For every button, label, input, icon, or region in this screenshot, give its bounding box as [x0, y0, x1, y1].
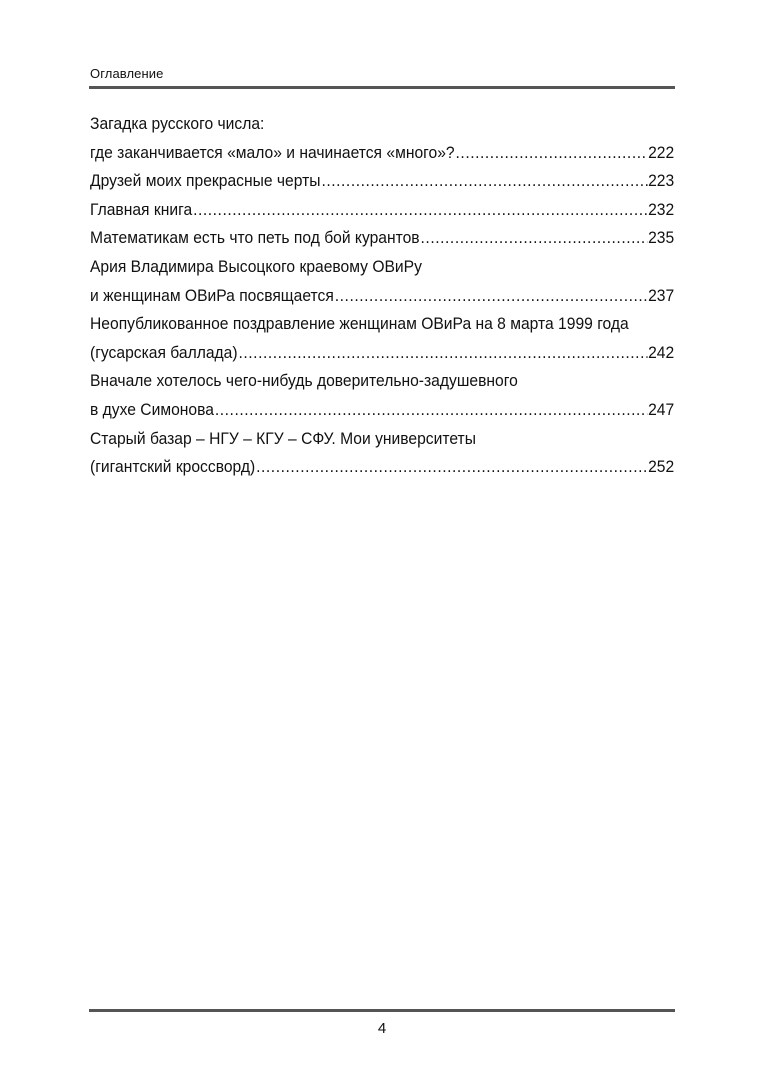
toc-page-number: 235 — [648, 228, 675, 248]
dot-leader — [193, 196, 647, 225]
toc-entry[interactable] — [90, 396, 674, 425]
toc-page-number: 242 — [648, 342, 675, 362]
toc-page-number: 237 — [648, 285, 675, 305]
toc-entry[interactable] — [90, 167, 674, 196]
toc-entry-title-line: Старый базар – НГУ – КГУ – СФУ. Мои университеты — [90, 428, 476, 448]
toc-entry-title: Математикам есть что петь под бой курантов — [90, 228, 420, 248]
toc-page-number: 247 — [648, 399, 675, 419]
toc-entry[interactable] — [90, 453, 674, 482]
toc-page-number: 232 — [648, 199, 675, 219]
page-number: 4 — [377, 1020, 387, 1037]
toc-entry-title: Друзей моих прекрасные черты — [90, 171, 321, 191]
dot-leader — [256, 453, 647, 482]
toc-entry-title: где заканчивается «мало» и начинается «много»? — [90, 142, 455, 162]
dot-leader — [335, 282, 647, 311]
dot-leader — [421, 224, 648, 253]
toc-entry-title: в духе Симонова — [90, 399, 214, 419]
toc-page-number: 222 — [648, 142, 675, 162]
running-header: Оглавление — [90, 66, 164, 81]
toc-entry-title: Главная книга — [90, 199, 193, 219]
toc-entry[interactable] — [90, 282, 674, 311]
table-of-contents — [90, 110, 675, 482]
dot-leader — [456, 139, 648, 168]
toc-entry-title-line: Неопубликованное поздравление женщинам ОВиРа на 8 марта 1999 года — [90, 314, 629, 334]
toc-entry-title-line: Вначале хотелось чего-нибудь доверительно-задушевного — [90, 371, 518, 391]
toc-entry-title: (гусарская баллада) — [90, 342, 238, 362]
toc-page-number: 223 — [648, 171, 675, 191]
dot-leader — [238, 339, 647, 368]
dot-leader — [321, 167, 647, 196]
dot-leader — [215, 396, 647, 425]
toc-entry-title-line: Ария Владимира Высоцкого краевому ОВиРу — [90, 256, 422, 276]
toc-entry[interactable] — [90, 196, 674, 225]
toc-page-number: 252 — [648, 457, 675, 477]
toc-entry-title: и женщинам ОВиРа посвящается — [90, 285, 334, 305]
footer-rule — [89, 1009, 675, 1012]
toc-entry-title: (гигантский кроссворд) — [90, 457, 256, 477]
toc-entry-title-line: Загадка русского числа: — [90, 114, 265, 133]
toc-entry[interactable] — [90, 224, 674, 253]
toc-entry[interactable] — [90, 139, 674, 168]
header-rule — [89, 86, 675, 89]
toc-entry[interactable] — [90, 339, 674, 368]
